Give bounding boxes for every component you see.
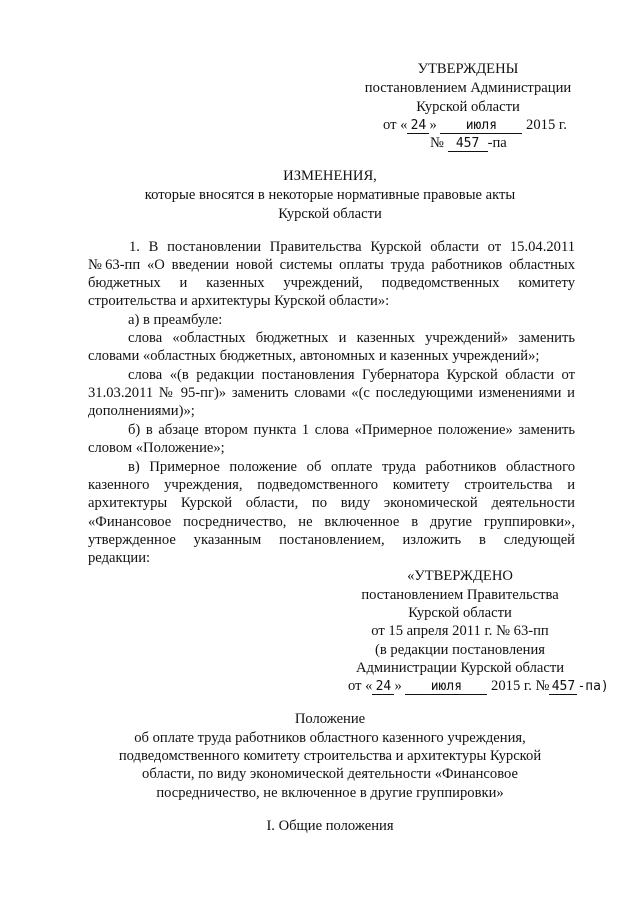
approval-line-2: Курской области	[416, 99, 520, 115]
approval-date-month: июля	[440, 119, 522, 134]
approval2-line-3: от 15 апреля 2011 г. № 63-пп	[371, 623, 549, 639]
approval-date-mid: »	[429, 117, 437, 133]
approval2-line-2: Курской области	[408, 605, 512, 621]
words2-line-2: 31.03.2011 № 95-пг)» заменить словами «(с последующими изменениями и	[88, 385, 575, 401]
approval2-title: «УТВЕРЖДЕНО	[407, 568, 513, 584]
section-line-1: об оплате труда работников областного казенного учреждения,	[134, 730, 526, 746]
approval2-number-value: 457	[549, 680, 577, 695]
changes-subtitle-2: Курской области	[278, 206, 382, 222]
approval-number-prefix: №	[430, 135, 444, 151]
approval2-number-suffix: -па)	[577, 679, 609, 694]
item-v-line-5: утвержденное указанным постановлением, изложить в следующей	[88, 532, 575, 548]
approval2-date	[348, 677, 609, 696]
item-v-line-4: «Финансовое посредничество, не включенное в другие группировки»,	[88, 514, 575, 530]
item-b-line-1: б) в абзаце втором пункта 1 слова «Примерное положение» заменить	[128, 422, 575, 438]
approval-number-suffix: -па	[487, 135, 507, 151]
item-v-line-3: архитектуры Курской области, по виду экономической деятельности	[88, 495, 575, 511]
p1-line-2: №63-пп «О введении новой системы оплаты труда работников областных	[88, 257, 575, 273]
p1-line-4: строительства и архитектуры Курской области»:	[88, 293, 390, 309]
section-line-2: подведомственного комитету строительства и архитектуры Курской	[118, 748, 542, 764]
approval-date-year: 2015 г.	[526, 117, 567, 133]
item-b-line-2: словом «Положение»;	[88, 440, 225, 456]
item-v-line-1: в) Примерное положение об оплате труда работников областного	[128, 459, 575, 475]
approval-line-1: постановлением Администрации	[364, 80, 572, 96]
section-title: Положение	[294, 711, 366, 727]
p1-line-1: 1. В постановлении Правительства Курской области от 15.04.2011	[129, 239, 575, 255]
words1-line-2: словами «областных бюджетных, автономных и казенных учреждений»;	[88, 348, 540, 364]
item-v-line-2: казенного учреждения, подведомственного комитету строительства и	[88, 477, 575, 493]
changes-title: ИЗМЕНЕНИЯ,	[283, 168, 377, 184]
words2-line-1: слова «(в редакции постановления Губернатора Курской области от	[128, 367, 575, 383]
approval2-line-1: постановлением Правительства	[361, 587, 559, 603]
approval-date-day: 24	[407, 119, 429, 134]
approval-date-prefix: от «	[383, 117, 408, 133]
approval2-line-5: Администрации Курской области	[355, 660, 565, 676]
section-line-4: посредничество, не включенное в другие группировки»	[156, 785, 504, 801]
approval-number-value: 457	[448, 137, 488, 152]
approval-number	[430, 134, 507, 153]
approval2-date-month: июля	[405, 680, 487, 695]
approval-date	[383, 116, 567, 135]
words2-line-3: дополнениями)»;	[88, 403, 195, 419]
item-a: а) в преамбуле:	[128, 312, 223, 328]
approval2-date-day: 24	[372, 680, 394, 695]
changes-subtitle-1: которые вносятся в некоторые нормативные правовые акты	[144, 187, 516, 203]
approval2-date-mid: »	[394, 678, 402, 694]
approval-title: УТВЕРЖДЕНЫ	[417, 61, 519, 77]
item-v-line-6: редакции:	[88, 550, 151, 566]
section-subheading: I. Общие положения	[266, 818, 394, 834]
approval2-date-year: 2015 г. №	[491, 678, 550, 694]
section-line-3: области, по виду экономической деятельности «Финансовое	[142, 766, 518, 782]
approval2-date-prefix: от «	[348, 678, 373, 694]
p1-line-3: бюджетных и казенных учреждений, подведомственных комитету	[88, 275, 575, 291]
words1-line-1: слова «областных бюджетных и казенных учреждений» заменить	[128, 330, 575, 346]
approval2-line-4: (в редакции постановления	[375, 642, 545, 658]
